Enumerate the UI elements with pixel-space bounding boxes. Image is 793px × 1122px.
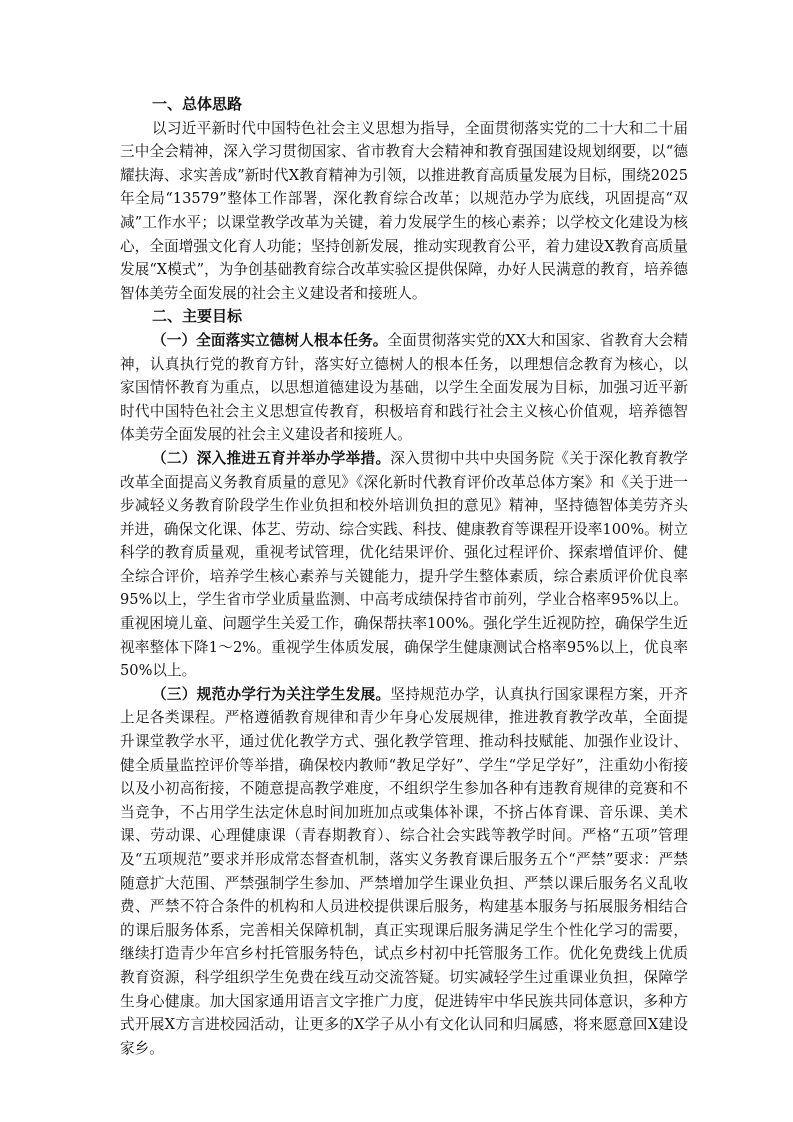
overall-approach-paragraph: 以习近平新时代中国特色社会主义思想为指导，全面贯彻落实党的二十大和二十届三中全会精神，深入学习贯彻国家、省市教育大会精神和教育强国建设规划纲要，以“德耀扶海、求实善成”新时代X教育精神为引领，以推进教育高质量发展为目标，围绕2025年全局“13579”整体工作部署，深化教育综合改革；以规范办学为底线，巩固提高“双减”工作水平；以课堂教学改革为关键，着力发展学生的核心素养；以学校文化建设为核心，全面增强文化育人功能；坚持创新发展，推动实现教育公平，着力建设X教育高质量发展“X模式”，为争创基础教育综合改革实验区提供保障，办好人民满意的教育，培养德智体美劳全面发展的社会主义建设者和接班人。 [120,119,688,302]
goal-1-text: 全面贯彻落实党的XX大和国家、省教育大会精神，认真执行党的教育方针，落实好立德树人的根本任务，以理想信念教育为核心，以家国情怀教育为重点，以思想道德建设为基础，以学生全面发展为目标，加强习近平新时代中国特色社会主义思想宣传教育，积极培育和践行社会主义核心价值观，培养德智体美劳全面发展的社会主义建设者和接班人。 [120,331,688,444]
goal-3-text: 坚持规范办学，认真执行国家课程方案，开齐上足各类课程。严格遵循教育规律和青少年身心发展规律，推进教育教学改革，全面提升课堂教学水平，通过优化教学方式、强化教学管理、推动科技赋能、加强作业设计、健全质量监控评价等举措，确保校内教师“教足学好”、学生“学足学好”，注重幼小衔接以及小初高衔接，不随意提高教学难度，不组织学生参加各种有违教育规律的竞赛和不当竞争，不占用学生法定休息时间加班加点或集体补课，不挤占体育课、音乐课、美术课、劳动课、心理健康课（青春期教育）、综合社会实践等教学时间。严格“五项”管理及“五项规范”要求并形成常态督查机制，落实义务教育课后服务五个“严禁”要求：严禁随意扩大范围、严禁强制学生参加、严禁增加学生课业负担、严禁以课后服务名义乱收费、严禁不符合条件的机构和人员进校提供课后服务，构建基本服务与拓展服务相结合的课后服务体系，完善相关保障机制，真正实现课后服务满足学生个性化学习的需要，继续打造青少年宫乡村托管服务特色，试点乡村初中托管服务工作。优化免费线上优质教育资源，科学组织学生免费在线互动交流答疑。切实减轻学生过重课业负担，保障学生身心健康。加大国家通用语言文字推广力度，促进铸牢中华民族共同体意识，多种方式开展X方言进校园活动，让更多的X学子从小有文化认同和归属感，将来愿意回X建设家乡。 [120,685,688,1057]
goal-paragraph-1 [120,329,688,447]
goal-paragraph-3 [120,683,688,1061]
goal-3-lead: （三）规范办学行为关注学生发展。 [152,685,391,703]
goal-2-text: 深入贯彻中共中央国务院《关于深化教育教学改革全面提高义务教育质量的意见》《深化新时代教育评价改革总体方案》和《关于进一步减轻义务教育阶段学生作业负担和校外培训负担的意见》精神，坚持德智体美劳齐头并进，确保文化课、体艺、劳动、综合实践、科技、健康教育等课程开设率100%。树立科学的教育质量观，重视考试管理，优化结果评价、强化过程评价、探索增值评价、健全综合评价，培养学生核心素养与关键能力，提升学生整体素质，综合素质评价优良率95%以上，学生省市学业质量监测、中高考成绩保持省市前列，学业合格率95%以上。重视困境儿童、问题学生关爱工作，确保帮扶率100%。强化学生近视防控，确保学生近视率整体下降1～2%。重视学生体质发展，确保学生健康测试合格率95%以上，优良率50%以上。 [120,449,688,680]
goal-2-lead: （二）深入推进五育并举办学举措。 [152,449,391,467]
goal-paragraph-2 [120,447,688,683]
document-body [120,93,688,1060]
goal-1-lead: （一）全面落实立德树人根本任务。 [152,331,388,349]
section-heading-overall-approach: 一、总体思路 [152,95,243,113]
section-heading-main-goals: 二、主要目标 [152,307,243,326]
